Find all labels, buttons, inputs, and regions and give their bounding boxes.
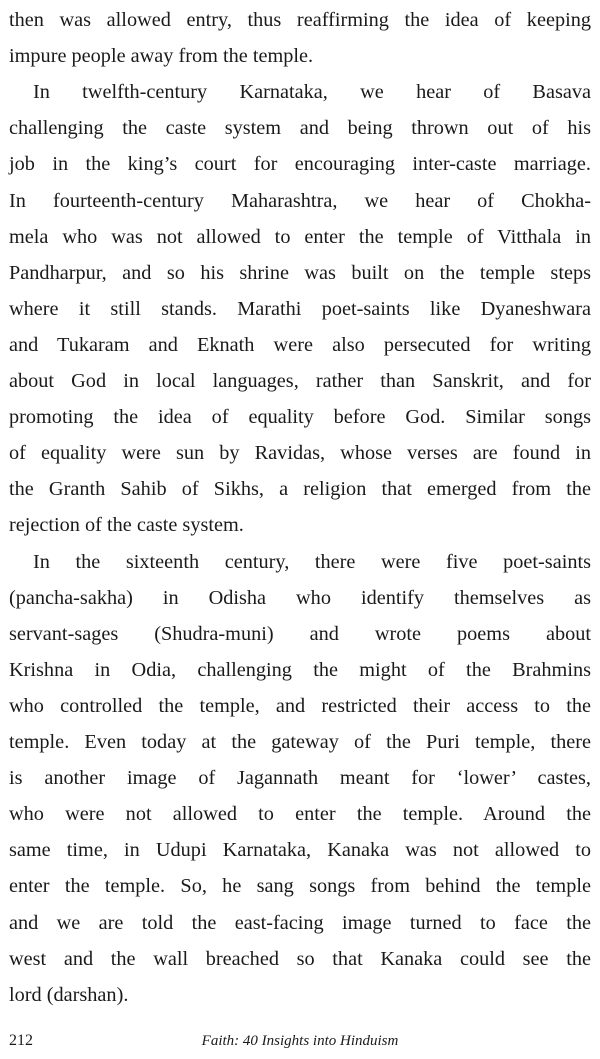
text-line: and we are told the east-facing image turned to face the	[9, 911, 591, 934]
text-line: of equality were sun by Ravidas, whose verses are found in	[9, 442, 591, 465]
text-line: enter the temple. So, he sang songs from behind the temple	[9, 875, 591, 898]
text-line: Pandharpur, and so his shrine was built on the temple steps	[9, 261, 591, 284]
text-line: promoting the idea of equality before God. Similar songs	[9, 406, 591, 429]
text-line: In fourteenth-century Maharashtra, we hear of Chokha-	[9, 189, 591, 212]
text-line: where it still stands. Marathi poet-saints like Dyaneshwara	[9, 297, 591, 320]
text-line: who controlled the temple, and restricted their access to the	[9, 694, 591, 717]
text-line: impure people away from the temple.	[9, 45, 314, 68]
text-line: In the sixteenth century, there were five poet-saints	[33, 550, 591, 573]
text-line: challenging the caste system and being thrown out of his	[9, 117, 591, 140]
text-line: same time, in Udupi Karnataka, Kanaka was not allowed to	[9, 839, 591, 862]
text-line: lord (darshan).	[9, 983, 129, 1006]
page-number: 212	[9, 1032, 33, 1049]
text-line: and Tukaram and Eknath were also persecuted for writing	[9, 333, 591, 356]
text-line: job in the king’s court for encouraging inter-caste marriage.	[9, 153, 591, 176]
text-line: rejection of the caste system.	[9, 514, 244, 537]
running-footer-title: Faith: 40 Insights into Hinduism	[201, 1033, 399, 1049]
text-line: is another image of Jagannath meant for ‘lower’ castes,	[9, 767, 591, 790]
text-line: Krishna in Odia, challenging the might of the Brahmins	[9, 658, 591, 681]
text-line: then was allowed entry, thus reaffirming the idea of keeping	[9, 9, 591, 31]
text-line: (pancha-sakha) in Odisha who identify themselves as	[9, 586, 591, 609]
text-line: mela who was not allowed to enter the temple of Vitthala in	[9, 225, 591, 248]
text-line: the Granth Sahib of Sikhs, a religion that emerged from the	[9, 478, 591, 501]
text-line: who were not allowed to enter the temple. Around the	[9, 803, 591, 826]
text-line: west and the wall breached so that Kanaka could see the	[9, 947, 591, 970]
text-line: temple. Even today at the gateway of the Puri temple, there	[9, 731, 591, 753]
text-line: servant-sages (Shudra-muni) and wrote poems about	[9, 622, 591, 645]
text-line: In twelfth-century Karnataka, we hear of Basava	[33, 81, 591, 104]
text-line: about God in local languages, rather than Sanskrit, and for	[9, 370, 591, 392]
